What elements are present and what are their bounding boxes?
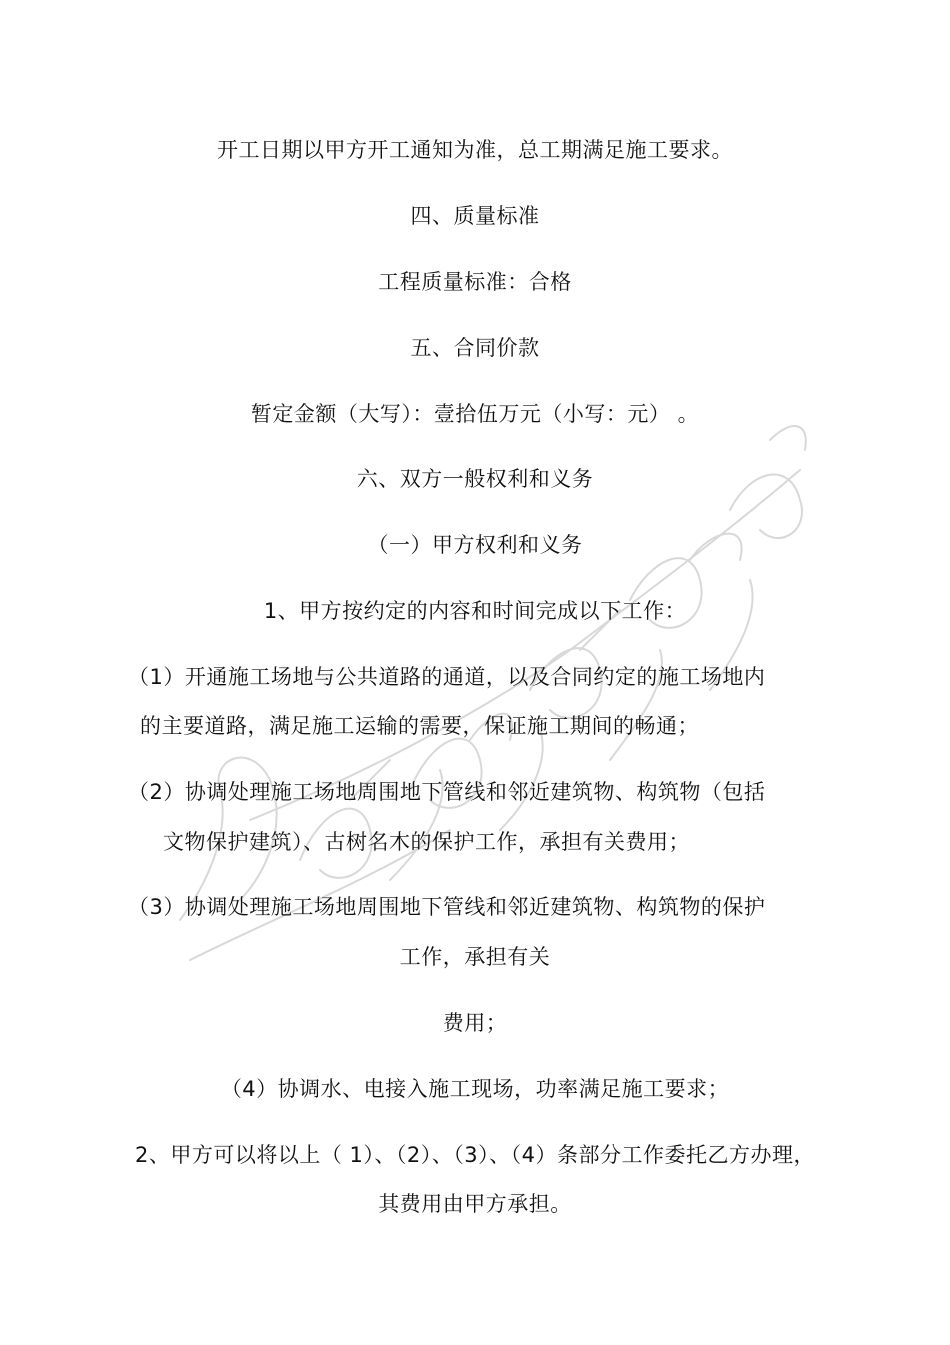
- provisional-amount-text: 暂定金额（大写）：壹拾伍万元（小写：元） 。: [250, 402, 700, 426]
- clause-2-line-1: 2、甲方可以将以上（ 1）、（2）、（3）、（4）条部分工作委托乙方办理，: [135, 1143, 815, 1167]
- item-2-line-1: （2）协调处理施工场地周围地下管线和邻近建筑物、构筑物（包括: [128, 780, 766, 804]
- subsection-heading-party-a: （一）甲方权利和义务: [367, 533, 583, 557]
- item-1-line-1: （1）开通施工场地与公共道路的通道，以及合同约定的施工场地内: [128, 665, 766, 689]
- item-3-line-3: 费用；: [442, 1011, 508, 1035]
- item-3-line-1: （3）协调处理施工场地周围地下管线和邻近建筑物、构筑物的保护: [128, 895, 766, 919]
- item-4-line: （4）协调水、电接入施工现场，功率满足施工要求；: [220, 1077, 730, 1101]
- section-heading-price: 五、合同价款: [410, 336, 540, 360]
- quality-standard-text: 工程质量标准：合格: [378, 270, 572, 294]
- item-3-line-2: 工作，承担有关: [399, 945, 551, 969]
- clause-1-heading: 1、甲方按约定的内容和时间完成以下工作：: [263, 599, 687, 623]
- item-2-line-2: 文物保护建筑）、古树名木的保护工作，承担有关费用；: [163, 830, 690, 854]
- section-heading-rights: 六、双方一般权利和义务: [356, 467, 594, 491]
- item-1-line-2: 的主要道路，满足施工运输的需要，保证施工期间的畅通；: [140, 714, 699, 738]
- clause-2-line-2: 其费用由甲方承担。: [378, 1192, 572, 1216]
- schedule-paragraph: 开工日期以甲方开工通知为准，总工期满足施工要求。: [217, 138, 733, 162]
- section-heading-quality: 四、质量标准: [410, 204, 540, 228]
